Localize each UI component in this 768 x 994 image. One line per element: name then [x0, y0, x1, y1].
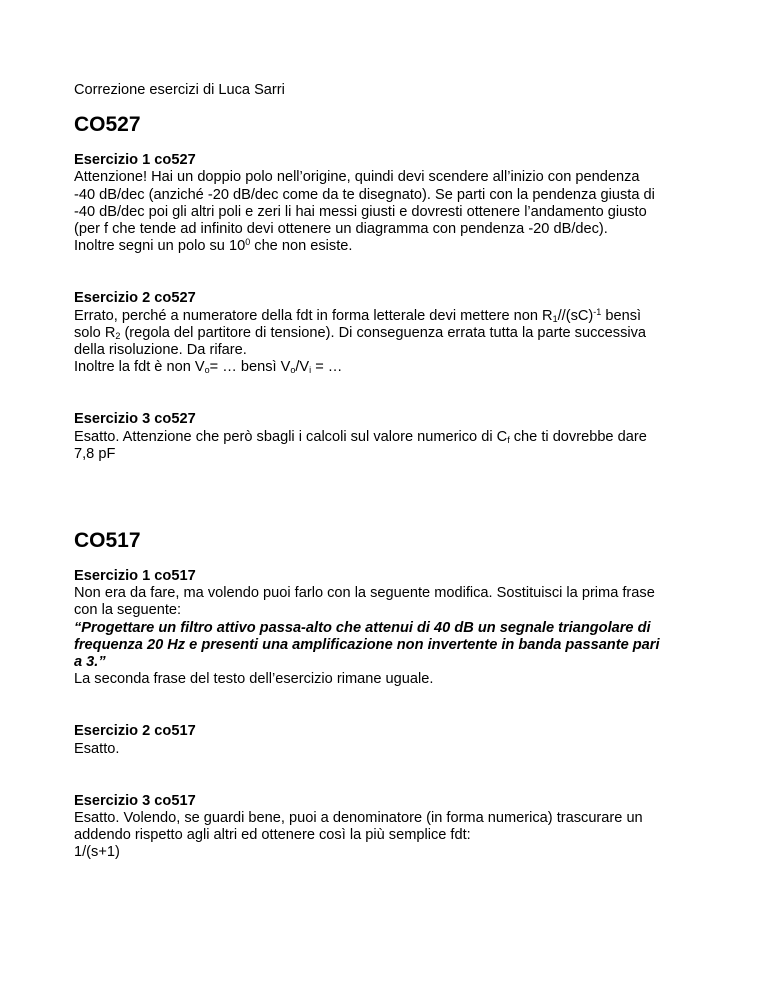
- section-heading-co517: CO517: [74, 529, 141, 553]
- exercise-3-co517: [74, 793, 698, 862]
- subscript: o: [204, 365, 210, 376]
- exercise-line: Esatto.: [74, 740, 120, 757]
- exercise-line: Non era da fare, ma volendo puoi farlo con la seguente modifica. Sostituisci la prima frase: [74, 585, 655, 602]
- exercise-title: Esercizio 1 co517: [74, 568, 196, 585]
- exercise-line: (per f che tende ad infinito devi ottenere un diagramma con pendenza -20 dB/dec).: [74, 221, 608, 238]
- text-run: = … bensì V: [209, 359, 291, 376]
- exercise-title: Esercizio 2 co527: [74, 290, 196, 307]
- text-run: che non esiste.: [250, 238, 353, 255]
- exercise-line: [74, 325, 698, 342]
- exercise-line: [74, 238, 698, 255]
- exercise-line: Attenzione! Hai un doppio polo nell’origine, quindi devi scendere all’inizio con pendenza: [74, 169, 640, 186]
- document-page: [74, 82, 698, 862]
- text-run: Inoltre la fdt è non V: [74, 359, 205, 376]
- subscript: 2: [115, 330, 121, 341]
- exercise-line: 1/(s+1): [74, 844, 120, 861]
- section-heading-co527: CO527: [74, 113, 141, 137]
- quote-line: frequenza 20 Hz e presenti una amplificazione non invertente in banda passante pari: [74, 636, 660, 653]
- exercise-2-co527: [74, 290, 698, 376]
- exercise-1-co527: [74, 152, 698, 255]
- text-run: Inoltre segni un polo su 10: [74, 238, 246, 255]
- exercise-line: [74, 359, 698, 376]
- exercise-2-co517: [74, 723, 698, 757]
- exercise-3-co527: [74, 411, 698, 463]
- exercise-line: La seconda frase del testo dell’esercizio rimane uguale.: [74, 671, 434, 688]
- text-run: = …: [311, 359, 343, 376]
- quote-line: “Progettare un filtro attivo passa-alto che attenui di 40 dB un segnale triangolare di: [74, 619, 651, 636]
- subscript: o: [290, 365, 296, 376]
- exercise-line: addendo rispetto agli altri ed ottenere così la più semplice fdt:: [74, 827, 471, 844]
- exercise-title: Esercizio 1 co527: [74, 152, 196, 169]
- exercise-line: con la seguente:: [74, 602, 182, 619]
- exercise-line: Esatto. Volendo, se guardi bene, puoi a denominatore (in forma numerica) trascurare un: [74, 810, 643, 827]
- exercise-title: Esercizio 3 co527: [74, 411, 196, 428]
- text-run: /V: [295, 359, 310, 376]
- subscript: 1: [552, 313, 558, 324]
- exercise-title: Esercizio 3 co517: [74, 792, 196, 809]
- exercise-line: della risoluzione. Da rifare.: [74, 342, 247, 359]
- exercise-line: 7,8 pF: [74, 445, 116, 462]
- subscript: i: [309, 365, 312, 376]
- exercise-line: -40 dB/dec (anziché -20 dB/dec come da te disegnato). Se parti con la pendenza giusta di: [74, 186, 655, 203]
- superscript: -1: [593, 306, 602, 317]
- exercise-line: [74, 429, 698, 446]
- exercise-line: -40 dB/dec poi gli altri poli e zeri li hai messi giusti e dovresti ottenere l’andamento giusto: [74, 203, 647, 220]
- exercise-line: [74, 308, 698, 325]
- exercise-title: Esercizio 2 co517: [74, 723, 196, 740]
- text-run: Esatto. Attenzione che però sbagli i calcoli sul valore numerico di C: [74, 428, 508, 445]
- text-run: //(sC): [557, 307, 594, 324]
- text-run: solo R: [74, 324, 116, 341]
- text-run: Errato, perché a numeratore della fdt in forma letterale devi mettere non R: [74, 307, 553, 324]
- superscript: 0: [245, 237, 251, 248]
- text-run: (regola del partitore di tensione). Di conseguenza errata tutta la parte successiva: [120, 324, 647, 341]
- intro-line: Correzione esercizi di Luca Sarri: [74, 82, 285, 98]
- text-run: che ti dovrebbe dare: [509, 428, 647, 445]
- subscript: f: [507, 434, 510, 445]
- quote-line: a 3.”: [74, 654, 106, 671]
- text-run: bensì: [601, 307, 642, 324]
- exercise-1-co517: [74, 568, 698, 688]
